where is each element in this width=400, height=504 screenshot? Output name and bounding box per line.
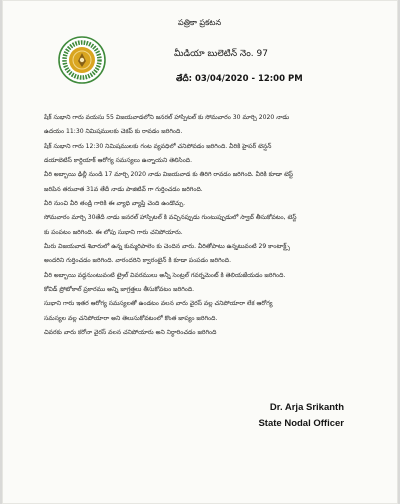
body-line: డయాబెటిస్ కార్డియాక్ ఆరోగ్య సమస్యలు ఉన్నాయని తెలిసింది. <box>44 157 193 165</box>
state-emblem-logo <box>58 36 106 84</box>
bulletin-body <box>44 111 370 341</box>
body-line: సమస్యల వల్ల చనిపోయారా అని తెలుసుకోవటంలో కొంత జాప్యం జరిగింది. <box>44 314 218 322</box>
body-line: సుభాని గారు ఇతర ఆరోగ్య సమస్యలతో ఉండటం వలన వారు వైరస్ వల్ల చనిపోయారా లేక ఆరోగ్య <box>44 300 273 308</box>
signatory-title: State Nodal Officer <box>258 418 344 429</box>
body-line: సోమవారం మార్చి 30తేదీ నాడు జనరల్ హాస్పిటల్ కి వచ్చినప్పుడు గుంటుప్పుడులో స్వాబ్ తీసుకోవటం, టెస్ట్ <box>44 214 297 222</box>
media-bulletin-number: మీడియా బులెటిన్ నెం. 97 <box>174 49 268 59</box>
body-line: చివరకు వారు కరోనా వైరస్ వలన చనిపోయారు అని నిర్ధారించడం జరిగింది <box>44 329 217 337</box>
body-line: కోవిడ్ ప్రోటోకాల్ ప్రకారము అన్ని జాగ్రత్తలు తీసుకోవటం జరిగింది. <box>44 286 195 294</box>
body-line: వీరి నుంచి వీరి తండ్రి గారికి ఈ వ్యాధి వ్యాప్తి చెంది ఉండొచ్చు. <box>44 200 186 208</box>
body-line: కు పంపటం జరిగింది. ఈ లోపు సుభాని గారు చనిపోయారు. <box>44 228 183 236</box>
press-release-page <box>2 0 398 504</box>
signatory-name: Dr. Arja Srikanth <box>269 402 344 413</box>
body-line: ఉదయం 11:30 నిమిషములకు చెకప్ కు రావడం జరిగింది. <box>44 128 183 136</box>
body-line: మీరు విజయవాడ శివారులో ఉన్న కుమ్మరిపాలెం కు చెందిన వారు. వీరితోపాటు ఉన్నటువంటి 29 కాంటాక్ట్స్ <box>44 243 290 251</box>
bulletin-date-time: తేదీ: 03/04/2020 - 12:00 PM <box>176 74 303 84</box>
body-line: అందరిని గుర్తించడం జరిగింది. వారందరిని క్వారంటైన్ కి కూడా పంపడం జరిగింది. <box>44 257 232 265</box>
body-line: వీరి అబ్బాయి వద్దనుంటువంటి ట్రైల్ వివరములు అన్నీ సెంట్రల్ గవర్నమెంట్ కి తెలియజేయడం జరిగింది. <box>44 271 286 279</box>
body-line: జరిపిన తరువాత 31వ తేదీ నాడు పాజిటివ్ గా గుర్తించడం జరిగింది. <box>44 185 203 193</box>
body-line: షేక్ సుభాని గారు 12:30 నిమిషములకు గంట వ్యవధిలో చనిపోవడం జరిగింది. వీరికి హైపర్ టెన్షన్ <box>44 142 272 150</box>
body-line: వీరి అబ్బాయి ఢిల్లీ నుండి 17 మార్చి 2020 నాడు విజయవాడ కు తిరిగి రావడం జరిగింది. వీరికి కూడా టెస్ట్ <box>44 171 294 179</box>
press-release-heading: పత్రికా ప్రకటన <box>178 18 222 27</box>
body-line: షేక్ సుభాని గారు వయసు 55 విజయవాడలోని జనరల్ హాస్పిటల్ కు సోమవారం 30 మార్చి 2020 నాడు <box>44 114 290 121</box>
